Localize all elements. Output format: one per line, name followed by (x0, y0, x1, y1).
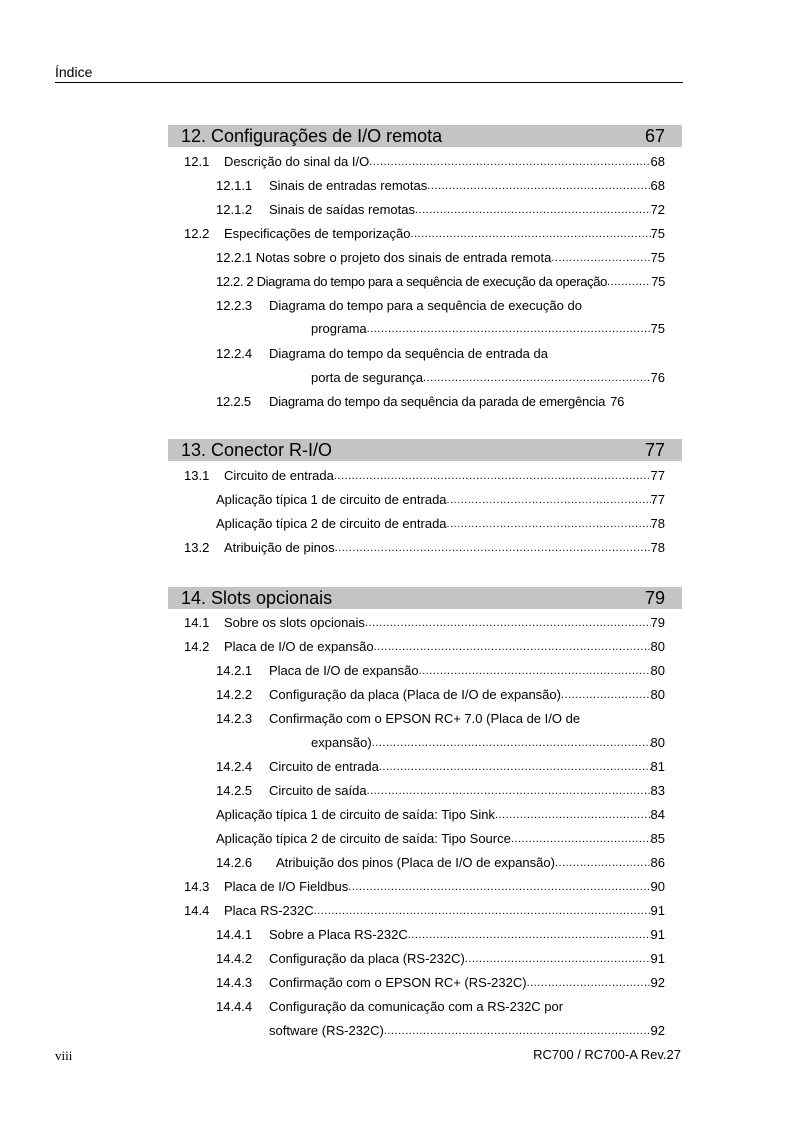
entry-title: Placa de I/O de expansão (224, 639, 374, 654)
entry-title: Descrição do sinal da I/O (224, 154, 370, 169)
entry-page: 92 (650, 1023, 665, 1038)
section-heading-13[interactable] (168, 439, 682, 461)
entry-title-continued: expansão) (311, 735, 372, 750)
dot-leader (447, 514, 651, 534)
dot-leader (415, 200, 651, 220)
entry-title: Aplicação típica 1 de circuito de saída: Tipo Sink (216, 807, 495, 822)
entry-page: 85 (650, 831, 665, 846)
toc-entry-14-4-4[interactable] (216, 997, 563, 1017)
toc-entry-13-2[interactable] (184, 538, 665, 558)
dot-leader (367, 319, 651, 339)
toc-entry-12-2[interactable] (184, 224, 665, 244)
entry-title-continued: porta de segurança (311, 370, 424, 385)
dot-leader (365, 613, 651, 633)
toc-entry-14-4[interactable] (184, 901, 665, 921)
entry-page: 91 (650, 927, 665, 942)
entry-page: 80 (650, 687, 665, 702)
toc-entry-14-2-3-cont[interactable] (311, 733, 665, 753)
entry-number: 14.2.6 (216, 855, 253, 870)
entry-page: 92 (650, 975, 665, 990)
toc-entry-14-3[interactable] (184, 877, 665, 897)
toc-entry-14-2-6[interactable] (216, 853, 665, 873)
entry-title: Diagrama do tempo da sequência da parada de emergência (269, 394, 606, 409)
entry-title: Configuração da comunicação com a RS-232C por (269, 999, 564, 1014)
toc-entry-14-2-3[interactable] (216, 709, 580, 729)
dot-leader (410, 224, 650, 244)
toc-entry-12-1-1[interactable] (216, 176, 665, 196)
dot-leader (372, 733, 651, 753)
entry-title: Configuração da placa (Placa de I/O de expansão) (269, 687, 561, 702)
dot-leader (335, 538, 651, 558)
entry-page: 81 (650, 759, 665, 774)
dot-leader (374, 637, 651, 657)
dot-leader (423, 368, 651, 388)
entry-title: Atribuição de pinos (224, 540, 335, 555)
section-page: 67 (644, 126, 665, 146)
toc-entry-13-1-app2[interactable] (216, 514, 665, 534)
entry-number: 14.2.5 (216, 783, 253, 798)
toc-entry-14-2-1[interactable] (216, 661, 665, 681)
entry-page: 75 (650, 321, 665, 336)
entry-number: 14.3 (184, 879, 210, 894)
toc-entry-12-1-2[interactable] (216, 200, 665, 220)
toc-entry-14-4-4-cont[interactable] (269, 1021, 665, 1041)
entry-page: 77 (650, 468, 665, 483)
dot-leader (511, 829, 651, 849)
dot-leader (495, 805, 651, 825)
entry-title: 12.2. 2 Diagrama do tempo para a sequência de execução da operação (216, 274, 608, 289)
dot-leader (427, 176, 650, 196)
entry-title: Sinais de entradas remotas (269, 178, 428, 193)
entry-number: 12.2 (184, 226, 210, 241)
entry-page: 80 (650, 639, 665, 654)
entry-title: Configuração da placa (RS-232C) (269, 951, 465, 966)
dot-leader (314, 901, 651, 921)
dot-leader (551, 248, 650, 268)
entry-number: 14.2.1 (216, 663, 253, 678)
entry-title: Placa RS-232C (224, 903, 314, 918)
entry-number: 12.1 (184, 154, 210, 169)
entry-page: 90 (650, 879, 665, 894)
dot-leader (379, 757, 651, 777)
entry-page: 72 (650, 202, 665, 217)
entry-page: 76 (610, 394, 625, 409)
entry-title: Circuito de entrada (269, 759, 379, 774)
document-revision: RC700 / RC700-A Rev.27 (533, 1047, 681, 1062)
dot-leader (527, 973, 651, 993)
entry-number: 12.2.3 (216, 298, 253, 313)
header-divider (55, 82, 683, 83)
dot-leader (408, 925, 651, 945)
dot-leader (334, 466, 651, 486)
entry-page: 83 (650, 783, 665, 798)
dot-leader (419, 661, 651, 681)
entry-number: 13.1 (184, 468, 210, 483)
entry-page: 78 (650, 540, 665, 555)
toc-entry-14-4-1[interactable] (216, 925, 665, 945)
dot-leader (369, 152, 650, 172)
entry-number: 12.2.5 (216, 394, 251, 409)
entry-title-continued: software (RS-232C) (269, 1023, 384, 1038)
toc-entry-12-2-3-cont[interactable] (311, 319, 665, 339)
entry-title: Atribuição dos pinos (Placa de I/O de expansão) (276, 855, 555, 870)
toc-entry-14-4-3[interactable] (216, 973, 665, 993)
entry-number: 13.2 (184, 540, 210, 555)
toc-entry-14-2[interactable] (184, 637, 665, 657)
toc-entry-14-2-5-app1[interactable] (216, 805, 665, 825)
entry-page: 84 (650, 807, 665, 822)
toc-entry-12-2-3[interactable] (216, 296, 582, 316)
entry-number: 14.4.3 (216, 975, 253, 990)
section-heading-12[interactable] (168, 125, 682, 147)
page-header-title: Índice (55, 64, 93, 80)
entry-title: Sobre os slots opcionais (224, 615, 365, 630)
dot-leader (561, 685, 651, 705)
entry-number: 14.2.3 (216, 711, 253, 726)
toc-entry-14-2-5-app2[interactable] (216, 829, 665, 849)
dot-leader (348, 877, 650, 897)
entry-page: 91 (650, 903, 665, 918)
entry-number: 12.2.4 (216, 346, 253, 361)
entry-number: 14.4 (184, 903, 210, 918)
entry-number: 14.4.2 (216, 951, 253, 966)
entry-title: Sinais de saídas remotas (269, 202, 415, 217)
entry-title: Placa de I/O Fieldbus (224, 879, 349, 894)
entry-title-continued: programa (311, 321, 367, 336)
dot-leader (555, 853, 651, 873)
entry-title: Diagrama do tempo da sequência de entrada da (269, 346, 548, 361)
entry-title: Circuito de saída (269, 783, 367, 798)
dot-leader (367, 781, 651, 801)
entry-title: Confirmação com o EPSON RC+ 7.0 (Placa de I/O de (269, 711, 581, 726)
entry-page: 80 (650, 663, 665, 678)
dot-leader (465, 949, 651, 969)
entry-page: 79 (650, 615, 665, 630)
entry-page: 75 (650, 226, 665, 241)
entry-page: 77 (650, 492, 665, 507)
entry-title: Aplicação típica 2 de circuito de saída: Tipo Source (216, 831, 511, 846)
entry-title: Sobre a Placa RS-232C (269, 927, 408, 942)
section-title: 14. Slots opcionais (181, 588, 333, 608)
dot-leader (447, 490, 651, 510)
entry-number: 14.2.2 (216, 687, 253, 702)
entry-page: 68 (650, 178, 665, 193)
section-page: 77 (644, 440, 665, 460)
entry-page: 86 (650, 855, 665, 870)
entry-title: Aplicação típica 1 de circuito de entrada (216, 492, 447, 507)
toc-entry-12-2-4[interactable] (216, 344, 548, 364)
entry-title: 12.2.1 Notas sobre o projeto dos sinais de entrada remota (216, 250, 552, 265)
entry-number: 14.1 (184, 615, 210, 630)
section-title: 13. Conector R-I/O (181, 440, 333, 460)
entry-page: 76 (650, 370, 665, 385)
entry-number: 14.2.4 (216, 759, 253, 774)
entry-title: Especificações de temporização (224, 226, 411, 241)
entry-number: 14.4.4 (216, 999, 253, 1014)
dot-leader (607, 272, 651, 292)
entry-page: 75 (650, 250, 665, 265)
toc-entry-12-1[interactable] (184, 152, 665, 172)
toc-entry-12-2-4-cont[interactable] (311, 368, 665, 388)
entry-title: Diagrama do tempo para a sequência de execução do (269, 298, 582, 313)
entry-page: 78 (650, 516, 665, 531)
entry-page: 91 (650, 951, 665, 966)
entry-number: 14.2 (184, 639, 210, 654)
toc-entry-14-4-2[interactable] (216, 949, 665, 969)
toc-entry-12-2-2[interactable] (216, 272, 665, 292)
dot-leader (384, 1021, 651, 1041)
entry-title: Placa de I/O de expansão (269, 663, 419, 678)
section-page: 79 (644, 588, 665, 608)
entry-title: Confirmação com o EPSON RC+ (RS-232C) (269, 975, 527, 990)
toc-entry-12-2-1[interactable] (216, 248, 665, 268)
entry-number: 14.4.1 (216, 927, 253, 942)
toc-entry-13-1[interactable] (184, 466, 665, 486)
entry-title: Circuito de entrada (224, 468, 334, 483)
toc-entry-14-2-2[interactable] (216, 685, 665, 705)
toc-entry-14-2-4[interactable] (216, 757, 665, 777)
entry-page: 68 (650, 154, 665, 169)
entry-number: 12.1.1 (216, 178, 253, 193)
toc-entry-13-1-app1[interactable] (216, 490, 665, 510)
entry-title: Aplicação típica 2 de circuito de entrada (216, 516, 447, 531)
section-title: 12. Configurações de I/O remota (181, 126, 443, 146)
section-heading-14[interactable] (168, 587, 682, 609)
entry-page: 75 (651, 274, 665, 289)
toc-entry-14-2-5[interactable] (216, 781, 665, 801)
entry-page: 80 (650, 735, 665, 750)
toc-entry-14-1[interactable] (184, 613, 665, 633)
toc-entry-12-2-5[interactable] (216, 392, 665, 412)
page-number: viii (55, 1048, 73, 1063)
entry-number: 12.1.2 (216, 202, 253, 217)
